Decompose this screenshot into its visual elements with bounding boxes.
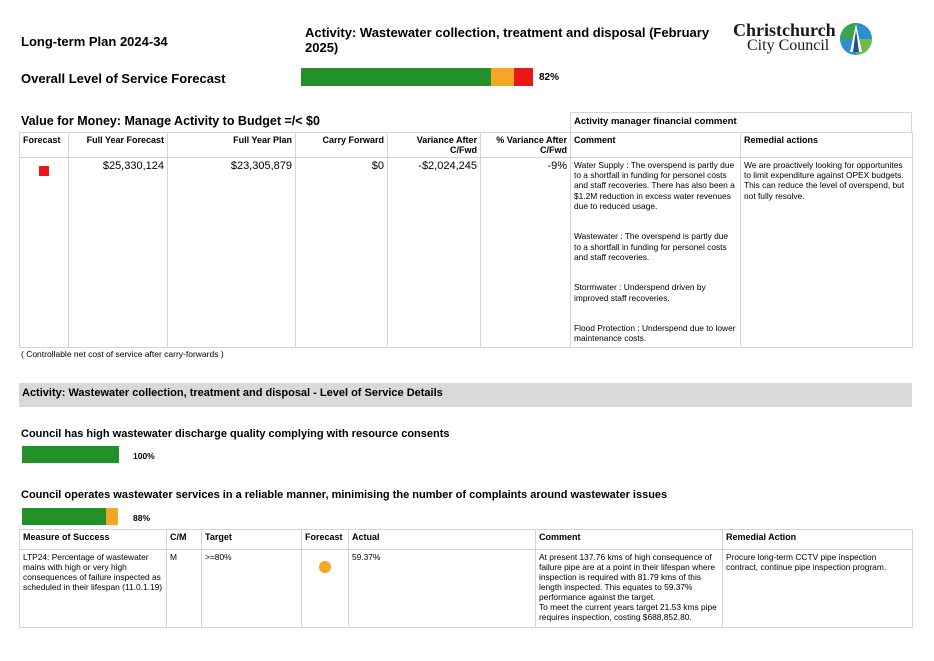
col-cm: C/M: [167, 530, 202, 550]
full-year-plan-value: $23,305,879: [168, 158, 296, 348]
bar-segment: [22, 446, 119, 463]
col-actual: Actual: [349, 530, 536, 550]
table-row: [20, 550, 913, 628]
bar-segment: [491, 68, 514, 86]
bar-segment: [514, 68, 533, 86]
carry-forward-value: $0: [296, 158, 388, 348]
table-row: [20, 158, 913, 348]
financial-comment-text: Water Supply : The overspend is partly due to a shortfall in funding for personel costs and staff recoveries. There has also been a $1.2M reduction in excess water revenues due to reduced usage. Wastewater : The overspend is partly due to a shortfall in funding for personel costs and staff recoveries. Stormwater : Underspend driven by improved staff recoveries. Flood Protection : Underspend due to lower maintenance costs.: [571, 158, 741, 348]
measure-comment-text: At present 137.76 kms of high consequence of failure pipe are at a point in their lifespan where inspection is required with 81.79 kms of this length inspected. This equates to 59.37% performance against the target. To meet the current years target 21.53 kms pipe requires inspection, costing $688,852.80.: [536, 550, 723, 628]
target-value: >=80%: [202, 550, 302, 628]
full-year-forecast-value: $25,330,124: [69, 158, 168, 348]
measure-remedial-text: Procure long-term CCTV pipe inspection contract, continue pipe inspection program.: [723, 550, 913, 628]
col-remedial-action: Remedial Action: [723, 530, 913, 550]
logo-text-line1: Christchurch: [733, 20, 836, 40]
financial-comment-header: Activity manager financial comment: [570, 112, 912, 132]
col-pct-variance: % Variance After C/Fwd: [481, 133, 571, 158]
measures-table: [19, 529, 913, 628]
remedial-actions-text: We are proactively looking for opportunites to limit expenditure against OPEX budgets. This can reduce the level of overspend, but not fully resolve.: [741, 158, 913, 348]
overall-progress-bar: [301, 68, 533, 86]
measure1-percent: 100%: [133, 451, 155, 461]
los-details-band: Activity: Wastewater collection, treatment and disposal - Level of Service Details: [19, 383, 912, 407]
activity-title: Activity: Wastewater collection, treatment and disposal (February 2025): [305, 25, 710, 55]
col-comment: Comment: [571, 133, 741, 158]
overall-percent: 82%: [539, 72, 560, 83]
forecast-orange-circle-icon: [319, 561, 331, 573]
measure-text: LTP24: Percentage of wastewater mains with high or very high consequences of failure inspected as scheduled in their lifespan (11.0.1.19): [20, 550, 167, 628]
col-full-year-forecast: Full Year Forecast: [69, 133, 168, 158]
col-forecast: Forecast: [20, 133, 69, 158]
col-remedial: Remedial actions: [741, 133, 913, 158]
col-forecast: Forecast: [302, 530, 349, 550]
overall-los-label: Overall Level of Service Forecast: [21, 71, 226, 86]
col-full-year-plan: Full Year Plan: [168, 133, 296, 158]
col-variance: Variance After C/Fwd: [388, 133, 481, 158]
cathedral-logo-icon: [839, 22, 873, 56]
bar-segment: [106, 508, 118, 525]
measure1-title: Council has high wastewater discharge quality complying with resource consents: [21, 428, 450, 440]
measure1-progress-bar: [22, 446, 119, 463]
measure2-title: Council operates wastewater services in a reliable manner, minimising the number of complaints around wastewater issues: [21, 489, 668, 501]
col-carry-forward: Carry Forward: [296, 133, 388, 158]
measure2-progress-bar: [22, 508, 118, 525]
vfm-title: Value for Money: Manage Activity to Budget =/< $0: [21, 114, 320, 128]
plan-title: Long-term Plan 2024-34: [21, 34, 168, 49]
forecast-cell: [302, 550, 349, 628]
council-logo: [733, 20, 878, 58]
variance-value: -$2,024,245: [388, 158, 481, 348]
logo-text-line2: City Council: [747, 37, 830, 54]
col-measure: Measure of Success: [20, 530, 167, 550]
vfm-footnote: ( Controllable net cost of service after carry-forwards ): [21, 349, 224, 359]
col-comment: Comment: [536, 530, 723, 550]
pct-variance-value: -9%: [481, 158, 571, 348]
actual-value: 59.37%: [349, 550, 536, 628]
cm-value: M: [167, 550, 202, 628]
forecast-red-square-icon: [39, 166, 49, 176]
vfm-table: [19, 132, 913, 348]
col-target: Target: [202, 530, 302, 550]
forecast-cell: [20, 158, 69, 348]
bar-segment: [22, 508, 106, 525]
measure2-percent: 88%: [133, 513, 151, 523]
bar-segment: [301, 68, 491, 86]
